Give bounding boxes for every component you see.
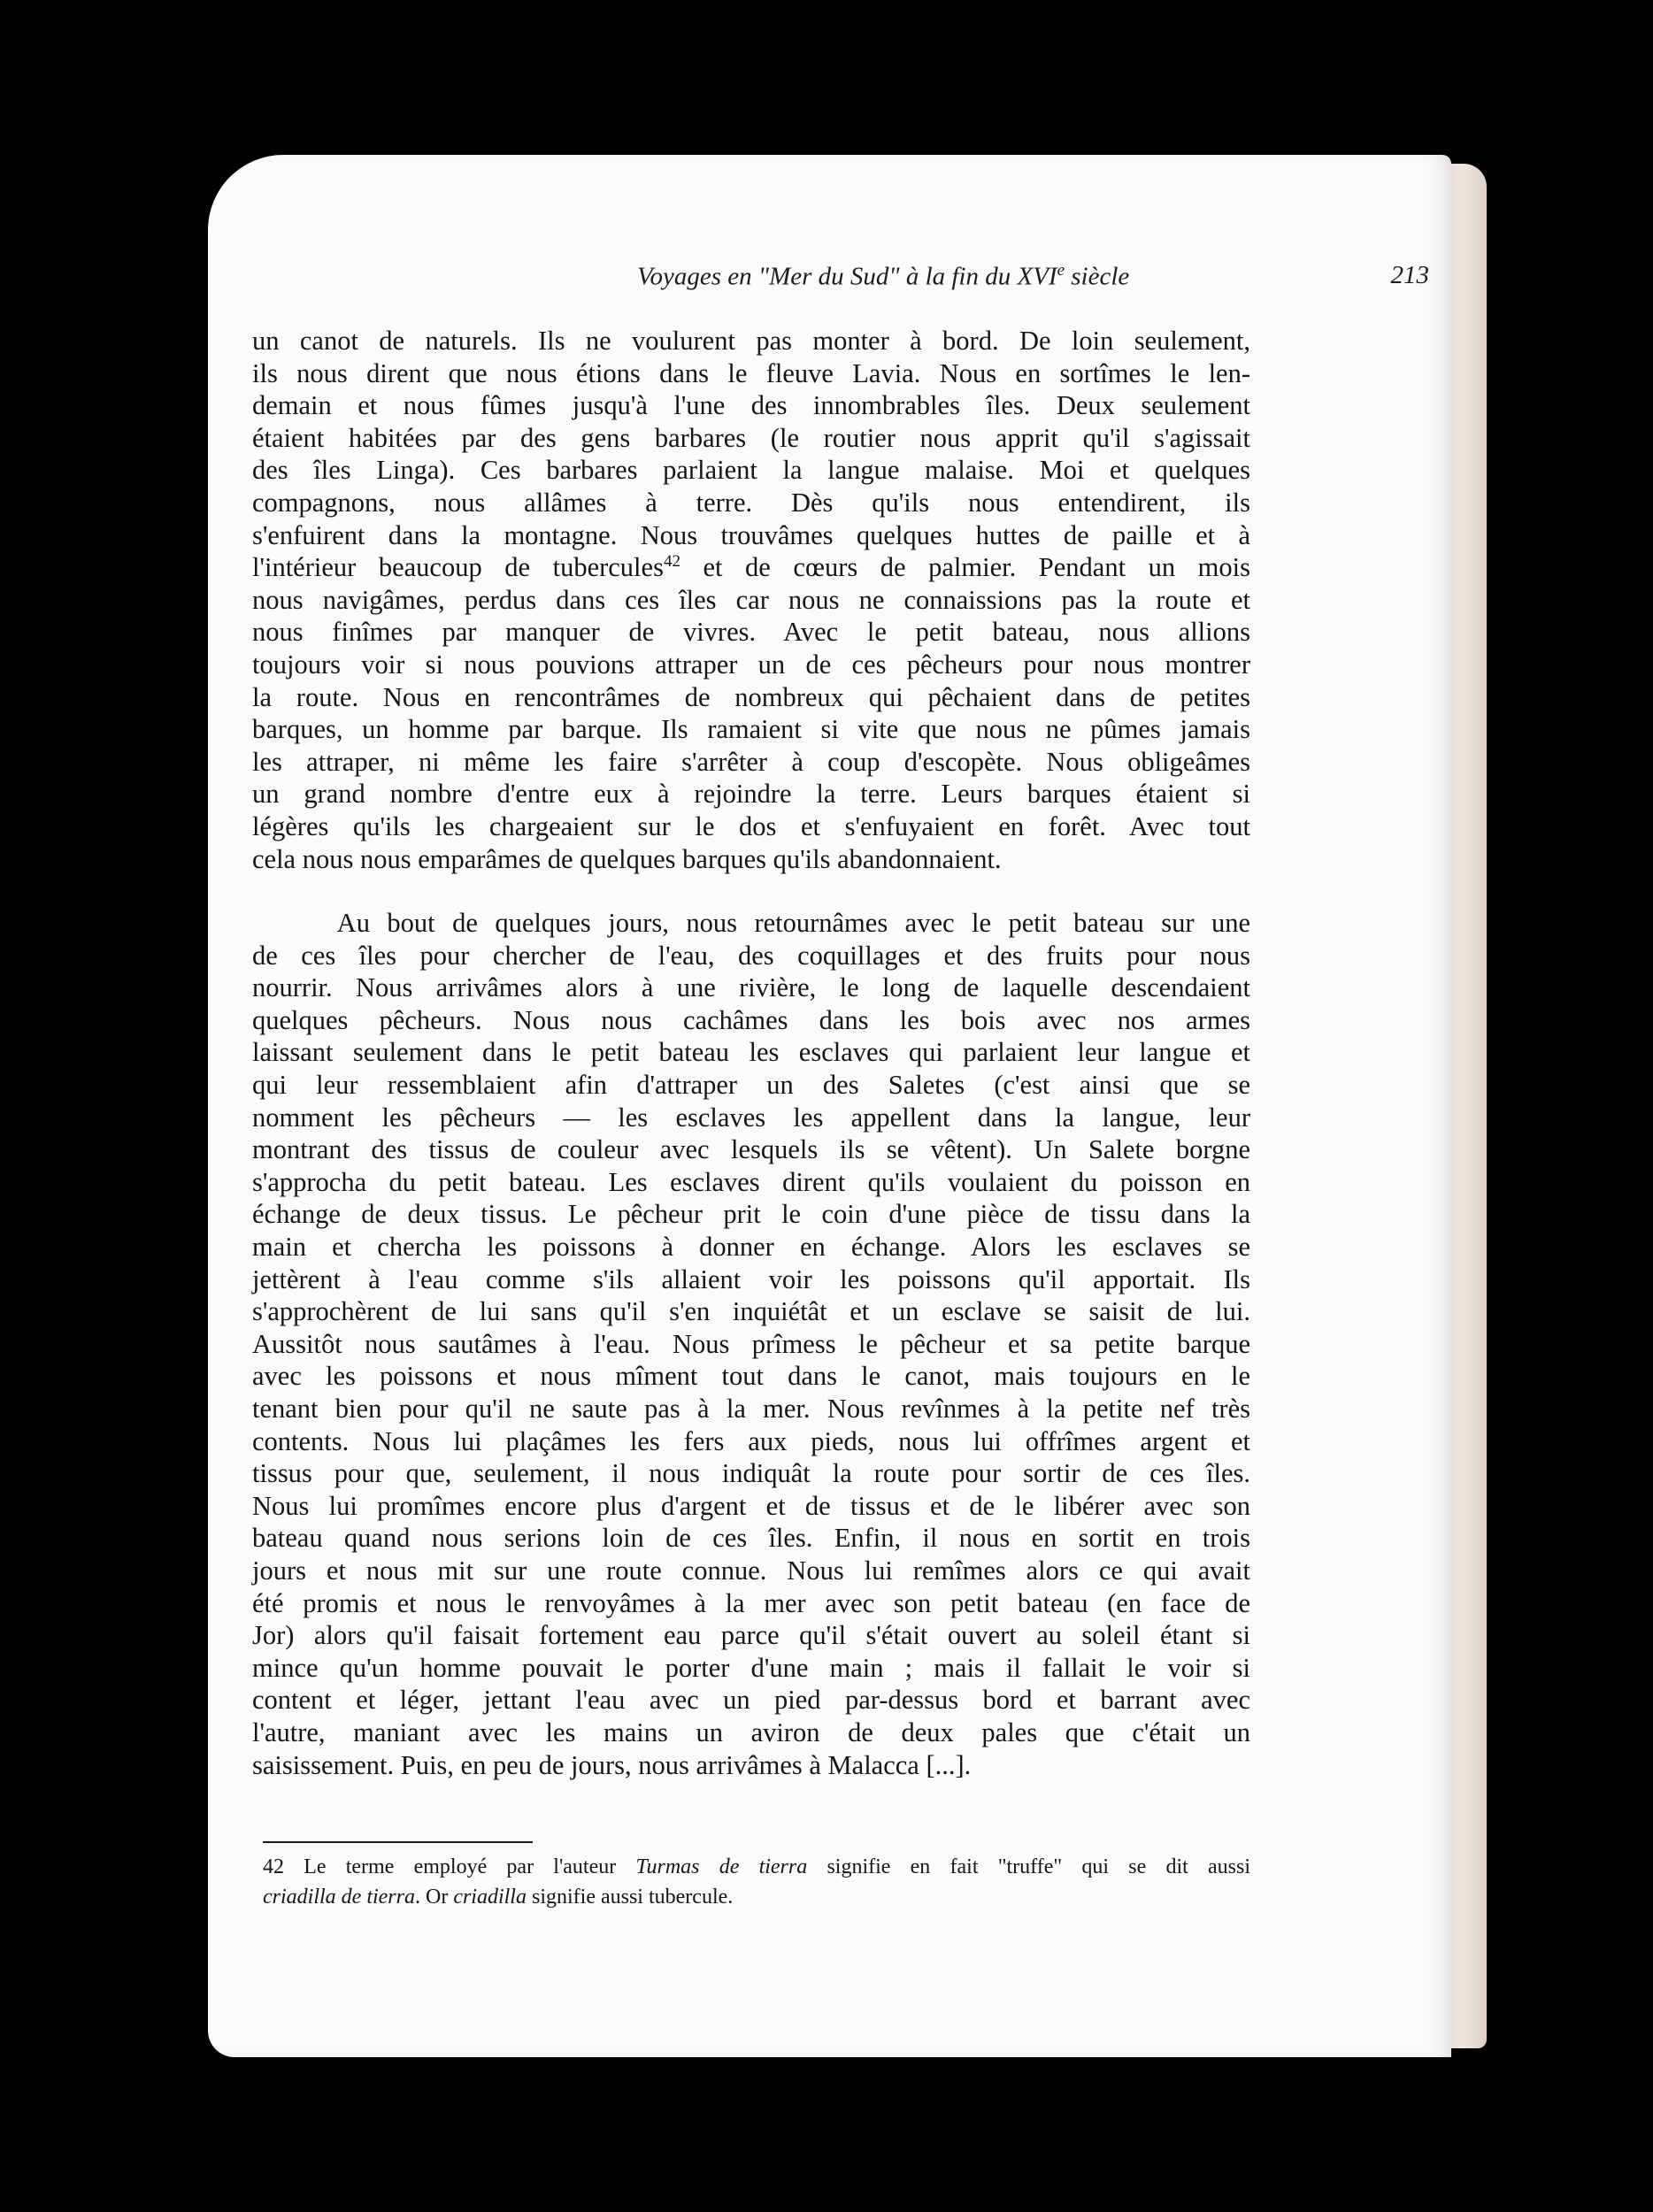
text-line: nous finîmes par manquer de vivres. Avec le petit bateau, nous allions <box>252 617 1250 648</box>
text-line: la route. Nous en rencontrâmes de nombreux qui pêchaient dans de petites <box>252 681 1250 712</box>
footnote-reference: 42 <box>663 552 680 571</box>
footnote-italic: Turmas de tierra <box>635 1855 808 1878</box>
text-line: jours et nous mit sur une route connue. Nous lui remîmes alors ce qui avait <box>252 1555 1250 1586</box>
text-line: qui leur ressemblaient afin d'attraper un des Saletes (c'est ainsi que se <box>252 1070 1250 1101</box>
text-line: cela nous nous emparâmes de quelques barques qu'ils abandonnaient. <box>252 843 1002 874</box>
text-line: l'autre, maniant avec les mains un aviron de deux pales que c'était un <box>252 1717 1250 1747</box>
text-line: Nous lui promîmes encore plus d'argent et de tissus et de le libérer avec son <box>252 1490 1250 1521</box>
footnote-text: signifie aussi tubercule. <box>526 1886 734 1909</box>
footnote-text: signifie en fait "truffe" qui se dit aussi <box>807 1855 1250 1878</box>
text-line: montrant des tissus de couleur avec lesquels ils se vêtent). Un Salete borgne <box>252 1134 1250 1165</box>
text-line: avec les poissons et nous mîment tout dans le canot, mais toujours en le <box>252 1361 1250 1392</box>
text-line: Au bout de quelques jours, nous retournâmes avec le petit bateau sur une <box>252 908 1250 939</box>
running-title-sup: e <box>1057 261 1065 280</box>
text-line: légères qu'ils les chargeaient sur le dos et s'enfuyaient en forêt. Avec tout <box>252 810 1250 841</box>
text-line: bateau quand nous serions loin de ces îles. Enfin, il nous en sortit en trois <box>252 1523 1250 1554</box>
text-line: étaient habitées par des gens barbares (le routier nous apprit qu'il s'agissait <box>252 422 1250 453</box>
text-line: un grand nombre d'entre eux à rejoindre la terre. Leurs barques étaient si <box>252 779 1250 810</box>
text-line: quelques pêcheurs. Nous nous cachâmes dans les bois avec nos armes <box>252 1004 1250 1035</box>
text-segment: l'intérieur beaucoup de tubercules <box>252 552 664 583</box>
text-line: Aussitôt nous sautâmes à l'eau. Nous prîmess le pêcheur et sa petite barque <box>252 1328 1250 1359</box>
footnote-text: . Or <box>414 1886 454 1909</box>
text-line: toujours voir si nous pouvions attraper un de ces pêcheurs pour nous montrer <box>252 649 1250 680</box>
text-line: été promis et nous le renvoyâmes à la mer avec son petit bateau (en face de <box>252 1587 1250 1618</box>
text-line: s'approcha du petit bateau. Les esclaves dirent qu'ils voulaient du poisson en <box>252 1166 1250 1197</box>
text-line: de ces îles pour chercher de l'eau, des coquillages et des fruits pour nous <box>252 940 1250 971</box>
text-line: content et léger, jettant l'eau avec un pied par-dessus bord et barrant avec <box>252 1685 1250 1716</box>
running-title <box>637 261 1129 292</box>
text-line: nous navigâmes, perdus dans ces îles car nous ne connaissions pas la route et <box>252 584 1250 615</box>
text-line: contents. Nous lui plaçâmes les fers aux pieds, nous lui offrîmes argent et <box>252 1425 1250 1456</box>
text-line: compagnons, nous allâmes à terre. Dès qu'ils nous entendirent, ils <box>252 487 1250 518</box>
running-title-main: Voyages en "Mer du Sud" à la fin du XVI <box>637 262 1057 291</box>
text-line: saisissement. Puis, en peu de jours, nous arrivâmes à Malacca [...]. <box>252 1749 972 1780</box>
text-line: les attraper, ni même les faire s'arrêter à coup d'escopète. Nous obligeâmes <box>252 746 1250 777</box>
text-line: Jor) alors qu'il faisait fortement eau parce qu'il s'était ouvert au soleil étant si <box>252 1620 1250 1651</box>
paragraph-gap <box>252 875 1250 907</box>
footnote <box>263 1852 1250 1912</box>
page-number: 213 <box>1390 261 1429 289</box>
footnote-italic: criadilla <box>453 1886 527 1909</box>
book-page <box>208 155 1451 2057</box>
footnote-line <box>263 1882 1250 1912</box>
text-line <box>252 551 1250 584</box>
text-line: main et chercha les poissons à donner en échange. Alors les esclaves se <box>252 1232 1250 1263</box>
running-title-rest: siècle <box>1065 262 1130 291</box>
text-line: mince qu'un homme pouvait le porter d'une main ; mais il fallait le voir si <box>252 1652 1250 1683</box>
text-line: échange de deux tissus. Le pêcheur prit le coin d'une pièce de tissu dans la <box>252 1199 1250 1230</box>
footnote-rule <box>263 1841 533 1843</box>
text-line: un canot de naturels. Ils ne voulurent pas monter à bord. De loin seulement, <box>252 326 1250 356</box>
footnote-italic: criadilla de tierra <box>263 1886 415 1909</box>
text-line: ils nous dirent que nous étions dans le fleuve Lavia. Nous en sortîmes le len- <box>252 357 1250 388</box>
footnote-text: Le terme employé par l'auteur <box>284 1855 636 1878</box>
text-line: nomment les pêcheurs — les esclaves les appellent dans la langue, leur <box>252 1102 1250 1133</box>
text-line: barques, un homme par barque. Ils ramaient si vite que nous ne pûmes jamais <box>252 714 1250 745</box>
text-line: tissus pour que, seulement, il nous indiquât la route pour sortir de ces îles. <box>252 1458 1250 1489</box>
text-line: s'approchèrent de lui sans qu'il s'en inquiétât et un esclave se saisit de lui. <box>252 1296 1250 1327</box>
text-line: laissant seulement dans le petit bateau les esclaves qui parlaient leur langue et <box>252 1037 1250 1068</box>
footnote-number: 42 <box>263 1855 284 1878</box>
text-line: demain et nous fûmes jusqu'à l'une des innombrables îles. Deux seulement <box>252 390 1250 421</box>
text-line: nourrir. Nous arrivâmes alors à une rivière, le long de laquelle descendaient <box>252 972 1250 1003</box>
text-line: jettèrent à l'eau comme s'ils allaient voir les poissons qu'il apportait. Ils <box>252 1263 1250 1294</box>
body-text <box>252 325 1250 1781</box>
text-line: tenant bien pour qu'il ne saute pas à la mer. Nous revînmes à la petite nef très <box>252 1394 1250 1424</box>
text-line: des îles Linga). Ces barbares parlaient la langue malaise. Moi et quelques <box>252 455 1250 486</box>
text-line: s'enfuirent dans la montagne. Nous trouvâmes quelques huttes de paille et à <box>252 519 1250 550</box>
footnote-line <box>263 1852 1250 1882</box>
text-segment: et de cœurs de palmier. Pendant un mois <box>680 552 1250 583</box>
